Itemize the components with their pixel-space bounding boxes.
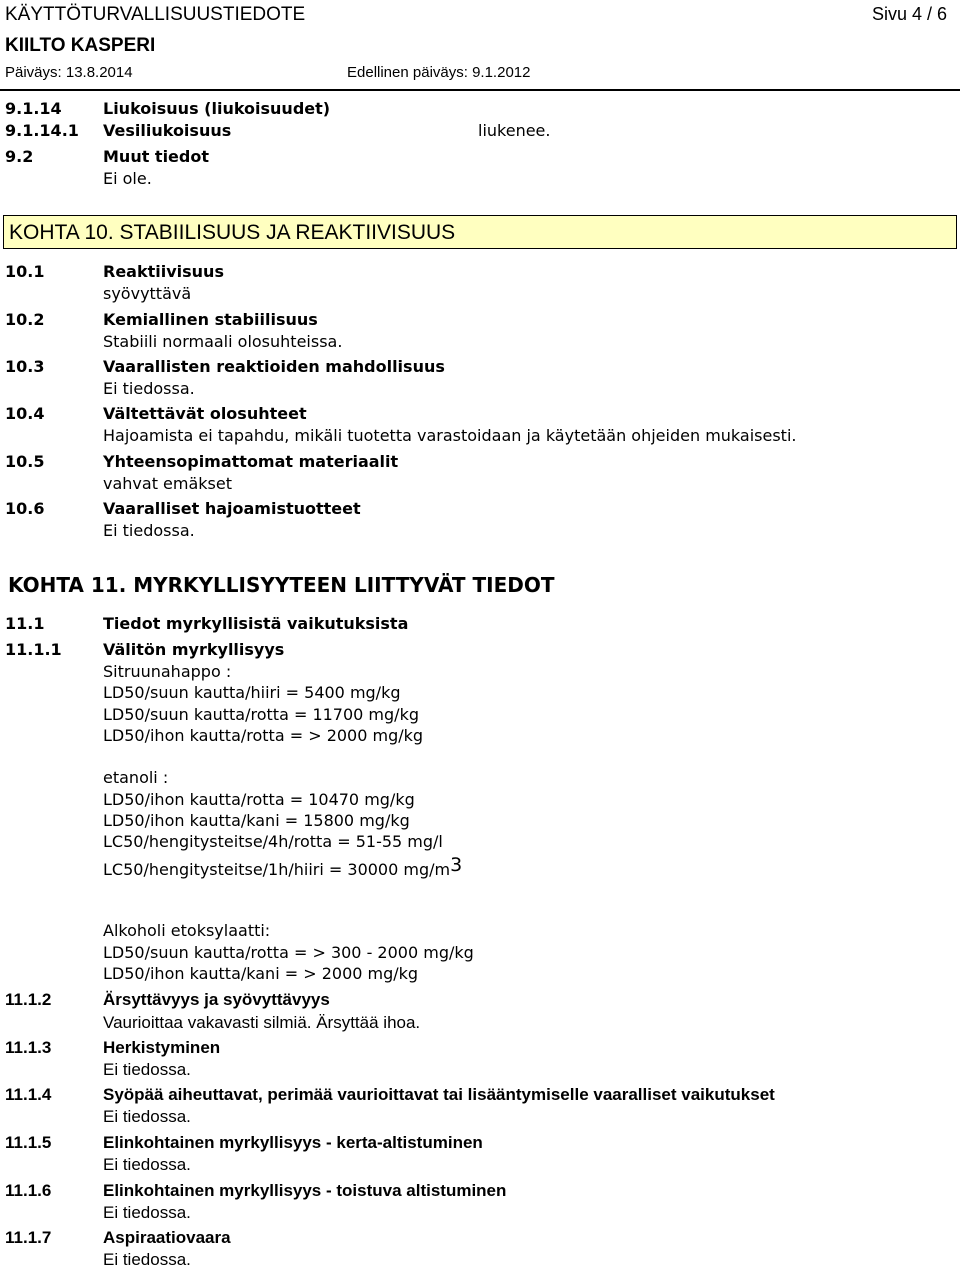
item-value: Ei tiedossa. [103,1060,191,1079]
item-number: 9.2 [5,147,34,166]
item-number: 9.1.14.1 [5,121,79,140]
item-label: Ärsyttävyys ja syövyttävyys [103,990,330,1009]
toxicity-value: LC50/hengitysteitse/4h/rotta = 51-55 mg/l [103,832,443,851]
item-label: Vaaralliset hajoamistuotteet [103,499,361,518]
item-label: Kemiallinen stabiilisuus [103,310,318,329]
item-label: Muut tiedot [103,147,209,166]
item-label: Elinkohtainen myrkyllisyys - toistuva altistuminen [103,1181,507,1200]
header-divider [0,89,960,91]
item-value: syövyttävä [103,284,192,303]
item-number: 11.1.1 [5,640,62,659]
item-number: 11.1.3 [5,1038,52,1057]
item-label: Liukoisuus (liukoisuudet) [103,99,331,118]
section-11-title: KOHTA 11. MYRKYLLISYYTEEN LIITTYVÄT TIEDOT [8,573,555,597]
item-label: Tiedot myrkyllisistä vaikutuksista [103,614,409,633]
item-label: Vesiliukoisuus [103,121,232,140]
item-value: vahvat emäkset [103,474,232,493]
item-value: Ei ole. [103,169,152,188]
item-number: 11.1 [5,614,45,633]
company-name: KIILTO KASPERI [5,35,156,56]
item-value: Hajoamista ei tapahdu, mikäli tuotetta varastoidaan ja käytetään ohjeiden mukaisesti. [103,426,797,445]
section-10-title: KOHTA 10. STABIILISUUS JA REAKTIIVISUUS [9,221,456,244]
item-number: 10.1 [5,262,45,281]
item-number: 10.5 [5,452,45,471]
item-label: Syöpää aiheuttavat, perimää vaurioittavat tai lisääntymiselle vaaralliset vaikutukset [103,1085,775,1104]
item-number: 10.3 [5,357,45,376]
substance-heading: etanoli : [103,768,169,787]
item-value: Ei tiedossa. [103,1107,191,1126]
item-number: 11.1.4 [5,1085,52,1104]
toxicity-value [103,854,463,880]
item-number: 11.1.7 [5,1228,52,1247]
toxicity-value: LD50/suun kautta/rotta = 11700 mg/kg [103,705,419,724]
item-number: 11.1.2 [5,990,52,1009]
page-number: Sivu 4 / 6 [872,4,948,24]
toxicity-value-text: LC50/hengitysteitse/1h/hiiri = 30000 mg/m [103,860,451,879]
item-number: 10.6 [5,499,45,518]
item-value: liukenee. [478,121,551,140]
previous-date: Edellinen päiväys: 9.1.2012 [347,64,531,81]
substance-heading: Sitruunahappo : [103,662,232,681]
item-number: 10.2 [5,310,45,329]
document-title: KÄYTTÖTURVALLISUUSTIEDOTE [5,4,306,25]
item-value: Ei tiedossa. [103,379,195,398]
toxicity-value: LD50/ihon kautta/rotta = 10470 mg/kg [103,790,415,809]
toxicity-value: LD50/ihon kautta/rotta = > 2000 mg/kg [103,726,424,745]
item-label: Elinkohtainen myrkyllisyys - kerta-altistuminen [103,1133,483,1152]
toxicity-value: LD50/suun kautta/hiiri = 5400 mg/kg [103,683,401,702]
item-number: 9.1.14 [5,99,62,118]
item-label: Vältettävät olosuhteet [103,404,307,423]
item-label: Reaktiivisuus [103,262,224,281]
item-value: Ei tiedossa. [103,1203,191,1222]
item-label: Vaarallisten reaktioiden mahdollisuus [103,357,445,376]
item-value: Vaurioittaa vakavasti silmiä. Ärsyttää ihoa. [103,1013,421,1032]
item-value: Stabiili normaali olosuhteissa. [103,332,343,351]
item-label: Yhteensopimattomat materiaalit [103,452,399,471]
item-number: 11.1.6 [5,1181,52,1200]
document-date: Päiväys: 13.8.2014 [5,64,133,81]
item-label: Herkistyminen [103,1038,221,1057]
item-number: 10.4 [5,404,45,423]
item-label: Välitön myrkyllisyys [103,640,285,659]
substance-heading: Alkoholi etoksylaatti: [103,921,271,940]
item-label: Aspiraatiovaara [103,1228,231,1247]
unit-superscript: 3 [450,854,463,876]
item-value: Ei tiedossa. [103,1155,191,1174]
item-number: 11.1.5 [5,1133,52,1152]
toxicity-value: LD50/suun kautta/rotta = > 300 - 2000 mg/kg [103,943,474,962]
item-value: Ei tiedossa. [103,1250,191,1269]
toxicity-value: LD50/ihon kautta/kani = > 2000 mg/kg [103,964,419,983]
toxicity-value: LD50/ihon kautta/kani = 15800 mg/kg [103,811,410,830]
item-value: Ei tiedossa. [103,521,195,540]
section-heading-box [3,215,957,249]
